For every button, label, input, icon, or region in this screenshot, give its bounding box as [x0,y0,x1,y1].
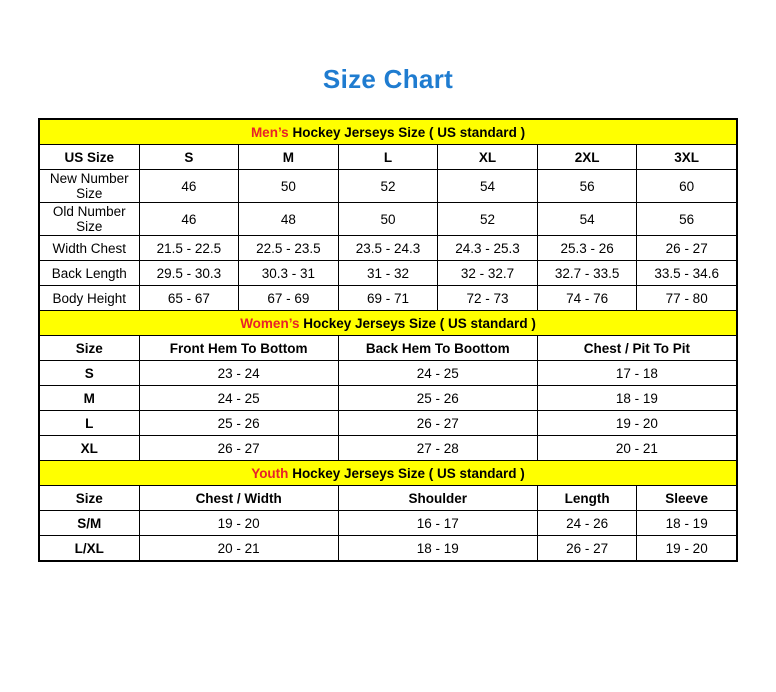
data-cell: 22.5 - 23.5 [239,236,339,261]
table-row [40,286,737,311]
data-cell: 72 - 73 [438,286,538,311]
data-cell: 20 - 21 [537,436,736,461]
data-cell: 48 [239,203,339,236]
column-header-cell: 3XL [637,145,737,170]
column-header-cell: Shoulder [338,486,537,511]
size-chart-body [40,120,737,561]
data-cell: 50 [338,203,438,236]
data-cell: 19 - 20 [537,411,736,436]
data-cell: 21.5 - 22.5 [139,236,239,261]
row-header-cell: Body Height [40,286,140,311]
row-header-cell: L/XL [40,536,140,561]
data-cell: 25 - 26 [139,411,338,436]
data-cell: 18 - 19 [637,511,737,536]
data-cell: 46 [139,170,239,203]
column-header-cell: Size [40,486,140,511]
column-header-cell: S [139,145,239,170]
table-row [40,486,737,511]
data-cell: 56 [637,203,737,236]
data-cell: 16 - 17 [338,511,537,536]
column-header-cell: M [239,145,339,170]
table-row [40,536,737,561]
data-cell: 69 - 71 [338,286,438,311]
column-header-cell: Chest / Width [139,486,338,511]
section-banner-accent: Men’s [250,124,289,140]
section-banner [40,311,737,336]
data-cell: 26 - 27 [139,436,338,461]
table-row [40,145,737,170]
section-banner-row [40,311,737,336]
data-cell: 74 - 76 [537,286,637,311]
data-cell: 26 - 27 [537,536,637,561]
data-cell: 26 - 27 [338,411,537,436]
data-cell: 65 - 67 [139,286,239,311]
data-cell: 19 - 20 [637,536,737,561]
row-header-cell: S [40,361,140,386]
size-chart-container [38,118,738,562]
table-row [40,261,737,286]
data-cell: 30.3 - 31 [239,261,339,286]
data-cell: 18 - 19 [338,536,537,561]
table-row [40,436,737,461]
section-banner-row [40,120,737,145]
column-header-cell: Front Hem To Bottom [139,336,338,361]
data-cell: 27 - 28 [338,436,537,461]
table-row [40,411,737,436]
section-banner-rest: Hockey Jerseys Size ( US standard ) [299,315,536,331]
section-banner [40,120,737,145]
section-banner [40,461,737,486]
table-row [40,236,737,261]
row-header-cell: New Number Size [40,170,140,203]
row-header-cell: L [40,411,140,436]
data-cell: 52 [438,203,538,236]
row-header-cell: Back Length [40,261,140,286]
data-cell: 50 [239,170,339,203]
section-banner-row [40,461,737,486]
data-cell: 26 - 27 [637,236,737,261]
column-header-cell: 2XL [537,145,637,170]
section-banner-rest: Hockey Jerseys Size ( US standard ) [288,465,525,481]
data-cell: 54 [537,203,637,236]
column-header-cell: L [338,145,438,170]
row-header-cell: S/M [40,511,140,536]
column-header-cell: US Size [40,145,140,170]
section-banner-rest: Hockey Jerseys Size ( US standard ) [288,124,526,140]
row-header-cell: M [40,386,140,411]
data-cell: 46 [139,203,239,236]
section-banner-accent: Women’s [240,315,300,331]
data-cell: 25.3 - 26 [537,236,637,261]
column-header-cell: Size [40,336,140,361]
data-cell: 32.7 - 33.5 [537,261,637,286]
data-cell: 24.3 - 25.3 [438,236,538,261]
table-row [40,336,737,361]
column-header-cell: Chest / Pit To Pit [537,336,736,361]
data-cell: 19 - 20 [139,511,338,536]
data-cell: 29.5 - 30.3 [139,261,239,286]
size-chart-table [39,119,737,561]
data-cell: 33.5 - 34.6 [637,261,737,286]
data-cell: 31 - 32 [338,261,438,286]
table-row [40,386,737,411]
data-cell: 18 - 19 [537,386,736,411]
section-banner-accent: Youth [251,465,289,481]
column-header-cell: XL [438,145,538,170]
column-header-cell: Back Hem To Boottom [338,336,537,361]
data-cell: 54 [438,170,538,203]
row-header-cell: Old Number Size [40,203,140,236]
data-cell: 23 - 24 [139,361,338,386]
table-row [40,170,737,203]
page-title: Size Chart [322,64,454,94]
row-header-cell: Width Chest [40,236,140,261]
row-header-cell: XL [40,436,140,461]
table-row [40,511,737,536]
data-cell: 24 - 25 [338,361,537,386]
data-cell: 56 [537,170,637,203]
data-cell: 52 [338,170,438,203]
data-cell: 24 - 26 [537,511,637,536]
data-cell: 20 - 21 [139,536,338,561]
data-cell: 67 - 69 [239,286,339,311]
data-cell: 32 - 32.7 [438,261,538,286]
column-header-cell: Sleeve [637,486,737,511]
table-row [40,203,737,236]
column-header-cell: Length [537,486,637,511]
data-cell: 23.5 - 24.3 [338,236,438,261]
data-cell: 17 - 18 [537,361,736,386]
data-cell: 60 [637,170,737,203]
data-cell: 24 - 25 [139,386,338,411]
data-cell: 77 - 80 [637,286,737,311]
table-row [40,361,737,386]
data-cell: 25 - 26 [338,386,537,411]
